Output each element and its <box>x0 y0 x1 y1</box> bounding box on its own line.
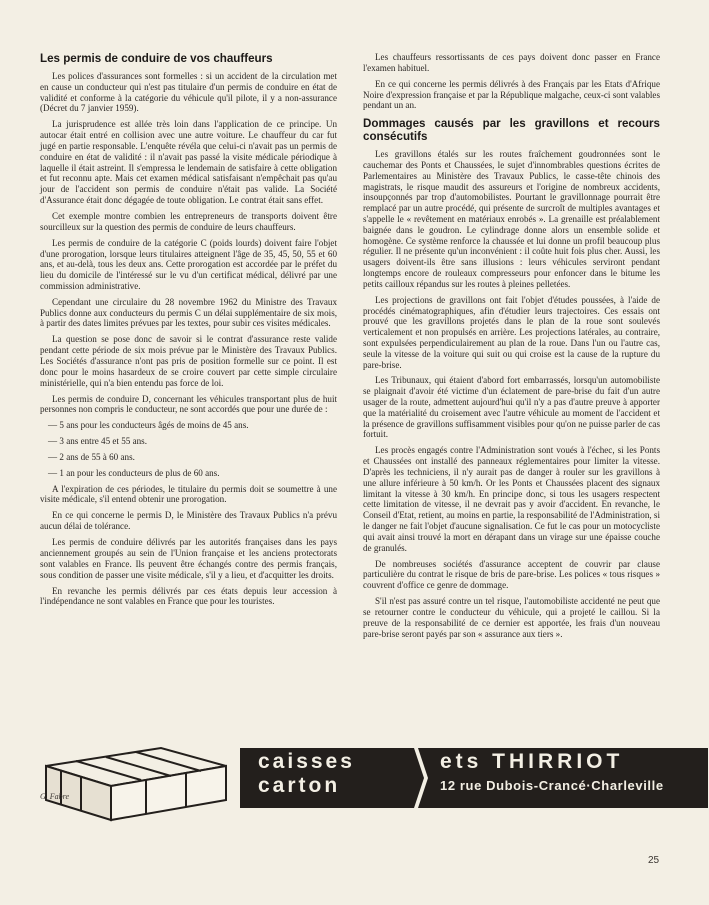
duration-item: — 1 an pour les conducteurs de plus de 60 ans. <box>48 467 220 478</box>
paragraph: Les permis de conduire de la catégorie C (poids lourds) doivent faire l'objet d'une prorogation, lorsque leurs titulaires atteignent l'âge de 35, 45, 50, 55 et 60 ans, et au-delà, tous les deux ans. Cette prorogation est accordée par le préfet du lieu du domicile de l'intéressé sur le vu d'un certificat médical, délivré par une commission administrative. <box>40 237 337 291</box>
paragraph: En revanche les permis délivrés par ces états depuis leur accession à l'indépendance ne sont valables en France que pour les touristes. <box>40 585 337 607</box>
paragraph: De nombreuses sociétés d'assurance acceptent de couvrir par clause particulière du contrat le risque de bris de pare-brise. Les polices « tous risques » couvrent d'office ce genre de dommage. <box>363 558 660 591</box>
paragraph: Cet exemple montre combien les entrepreneurs de transports doivent être sourcilleux sur la question des permis de conduire de leurs chauffeurs. <box>40 210 337 232</box>
paragraph: La question se pose donc de savoir si le contrat d'assurance reste valide pendant cette période de six mois prévue par le Ministère des Travaux Publics. Les Sociétés d'assurance n'ont pas pris de position formelle sur ce point. Il est donc pour le moins hasardeux de se croire couvert par cette simple circulaire ministérielle, qui n'a bien entendu pas force de loi. <box>40 334 337 388</box>
cardboard-box-illustration <box>36 736 241 822</box>
page-number: 25 <box>648 855 660 866</box>
paragraph: Les chauffeurs ressortissants de ces pays doivent donc passer en France l'examen habituel. <box>363 52 660 73</box>
paragraph: Les gravillons étalés sur les routes fraîchement goudronnées sont le cauchemar des Ponts et Chaussées, le sujet d'innombrables questions écrites de Parlementaires au Ministère des Travaux Publics, le casse-tête chinois des magistrats, le risque maudit des assureurs et l'origine de nombreux accidents, insoupçonnés par trop d'automobilistes. Pourtant le gravillonnage pourrait être remplacé par un autre procédé, qui présente de surcroît de multiples avantages et s'appelle le « revêtement en matériaux enrobés ». La grenaille est préalablement baignée dans le goudron. Le cylindrage donne alors un ensemble solide et homogène. Ce système renforce la chaussée et lui donne un profil beaucoup plus régulier. Il ne présente qu'un inconvénient : il coûte huit fois plus cher. Aussi, les usagers doivent-ils être sans illusions : leurs véhicules serviront pendant longtemps encore de rouleaux compresseurs pour enfoncer dans le bitume les petits cailloux répandus sur les routes à pleines pelletées. <box>363 149 660 289</box>
paragraph: La jurisprudence est allée très loin dans l'application de ce principe. Un autocar était entré en collision avec une autre voiture. Le chauffeur du car fut jugé en partie responsable. L'enquête révéla que celui-ci n'avait pas un permis de conduire en état de validité : il n'avait pas passé la visite médicale périodique à laquelle il était astreint. Il s'empressa le lendemain de satisfaire à cette obligation et fut reconnu apte. Mais cet examen médical satisfaisant n'empêchait pas qu'au jour de l'accident son permis de conduire n'était pas valide. La Société d'Assurance était donc dégagée de toute obligation. Le contrat était sans effet. <box>40 119 337 205</box>
ad-company <box>440 750 664 798</box>
duration-item: — 2 ans de 55 à 60 ans. <box>48 452 135 463</box>
ad-product-line1: caisses <box>258 750 355 773</box>
paragraph: Les permis de conduire délivrés par les autorités françaises dans les pays anciennement groupés au sein de l'Union française et les anciens protectorats sont valables en France. Ils peuvent être échangés contre des permis français, sous condition de passer une visite médicale, s'il y a lieu, et d'acquitter les droits. <box>40 537 337 580</box>
paragraph: A l'expiration de ces périodes, le titulaire du permis doit se soumettre à une visite médicale, s'il entend obtenir une prorogation. <box>40 483 337 505</box>
paragraph: En ce qui concerne le permis D, le Ministère des Travaux Publics n'a prévu aucun délai de tolérance. <box>40 510 337 532</box>
right-column <box>363 52 660 645</box>
left-column <box>40 52 337 612</box>
ad-product <box>258 750 355 798</box>
section-heading-permis: Les permis de conduire de vos chauffeurs <box>40 52 273 65</box>
paragraph: Les procès engagés contre l'Administration sont voués à l'échec, si les Ponts et Chaussées ont installé des panneaux réglementaires pour limiter la vitesse. D'après les techniciens, il n'y aurait pas de danger à rouler sur les gravillons à une allure inférieure à 50 km/h. Or les Ponts et Chaussées placent des signaux limitant la vitesse à 30 km/h. En principe donc, si tous les usagers respectent cette limitation de vitesse, il ne devrait pas y avoir d'accident. En revanche, le Conseil d'Etat, retient, au moins en partie, la responsabilité de l'Administration, si le danger ne fait l'objet d'aucune signalisation. Ce fut le cas pour un motocycliste qui avait ainsi trouvé la mort en dérapant dans un virage sur une épaisse couche de granulés. <box>363 445 660 553</box>
duration-item: — 3 ans entre 45 et 55 ans. <box>48 436 147 447</box>
ad-product-line2: carton <box>258 774 341 797</box>
paragraph: S'il n'est pas assuré contre un tel risque, l'automobiliste accidenté ne peut que se retourner contre le conducteur du véhicule, qui a projeté le caillou. Si la preuve de la responsabilité de ce dernier est apportée, les frais d'un nouveau pare-brise seront payés par son « assurance aux tiers ». <box>363 596 660 639</box>
ad-brand-name: ets THIRRIOT <box>440 750 624 773</box>
ad-address: 12 rue Dubois-Crancé·Charleville <box>440 778 664 793</box>
paragraph: Les polices d'assurances sont formelles : si un accident de la circulation met en cause un conducteur qui n'est pas titulaire d'un permis de conduire en état de validité et conforme à la catégorie du véhicule qu'il pilote, il y a non-assurance (Décret du 7 janvier 1959). <box>40 71 337 114</box>
paragraph: Les Tribunaux, qui étaient d'abord fort embarrassés, lorsqu'un automobiliste se plaignait d'avoir été victime d'un éclatement de pare-brise du fait d'un autre usager de la route, admettent aujourd'hui qu'il n'y a pas d'autre preuve à apporter que la matérialité du croisement avec l'autre véhicule au moment de l'accident et la présence de gravillons suffisamment visibles pour qu'on ne puisse parler de cas fortuit. <box>363 375 660 440</box>
paragraph: En ce qui concerne les permis délivrés à des Français par les Etats d'Afrique Noire d'expression française et par la République malgache, ceux-ci sont valables pendant un an. <box>363 78 660 111</box>
paragraph: Cependant une circulaire du 28 novembre 1962 du Ministre des Travaux Publics donne aux conducteurs du permis C un délai supplémentaire de six mois, à partir des dates limites prévues par les textes, pour subir ces visites médicales. <box>40 296 337 329</box>
paragraph: Les projections de gravillons ont fait l'objet d'études poussées, à l'aide de procédés cinématographiques, afin d'étudier leurs trajectoires. Ces essais ont prouvé que les gravillons projetés dans le plan de la roue sont soulevés verticalement et non propulsés en arrière. Les projections latérales, au contraire, sont expulsées perpendiculairement au plan de la roue. Dans l'un ou l'autre cas, seule la vitesse de la voiture qui suit ou qui croise est la cause de la rupture du pare-brise. <box>363 294 660 370</box>
paragraph: Les permis de conduire D, concernant les véhicules transportant plus de huit personnes non compris le conducteur, ne sont accordés que pour une durée de : <box>40 393 337 415</box>
advertisement-thirriot <box>36 732 676 822</box>
illustrator-signature: G. Fabre <box>40 792 70 801</box>
duration-item: — 5 ans pour les conducteurs âgés de moins de 45 ans. <box>48 420 249 431</box>
section-heading-gravillons: Dommages causés par les gravillons et recours consécutifs <box>363 117 660 144</box>
chevron-separator-icon <box>414 748 428 808</box>
